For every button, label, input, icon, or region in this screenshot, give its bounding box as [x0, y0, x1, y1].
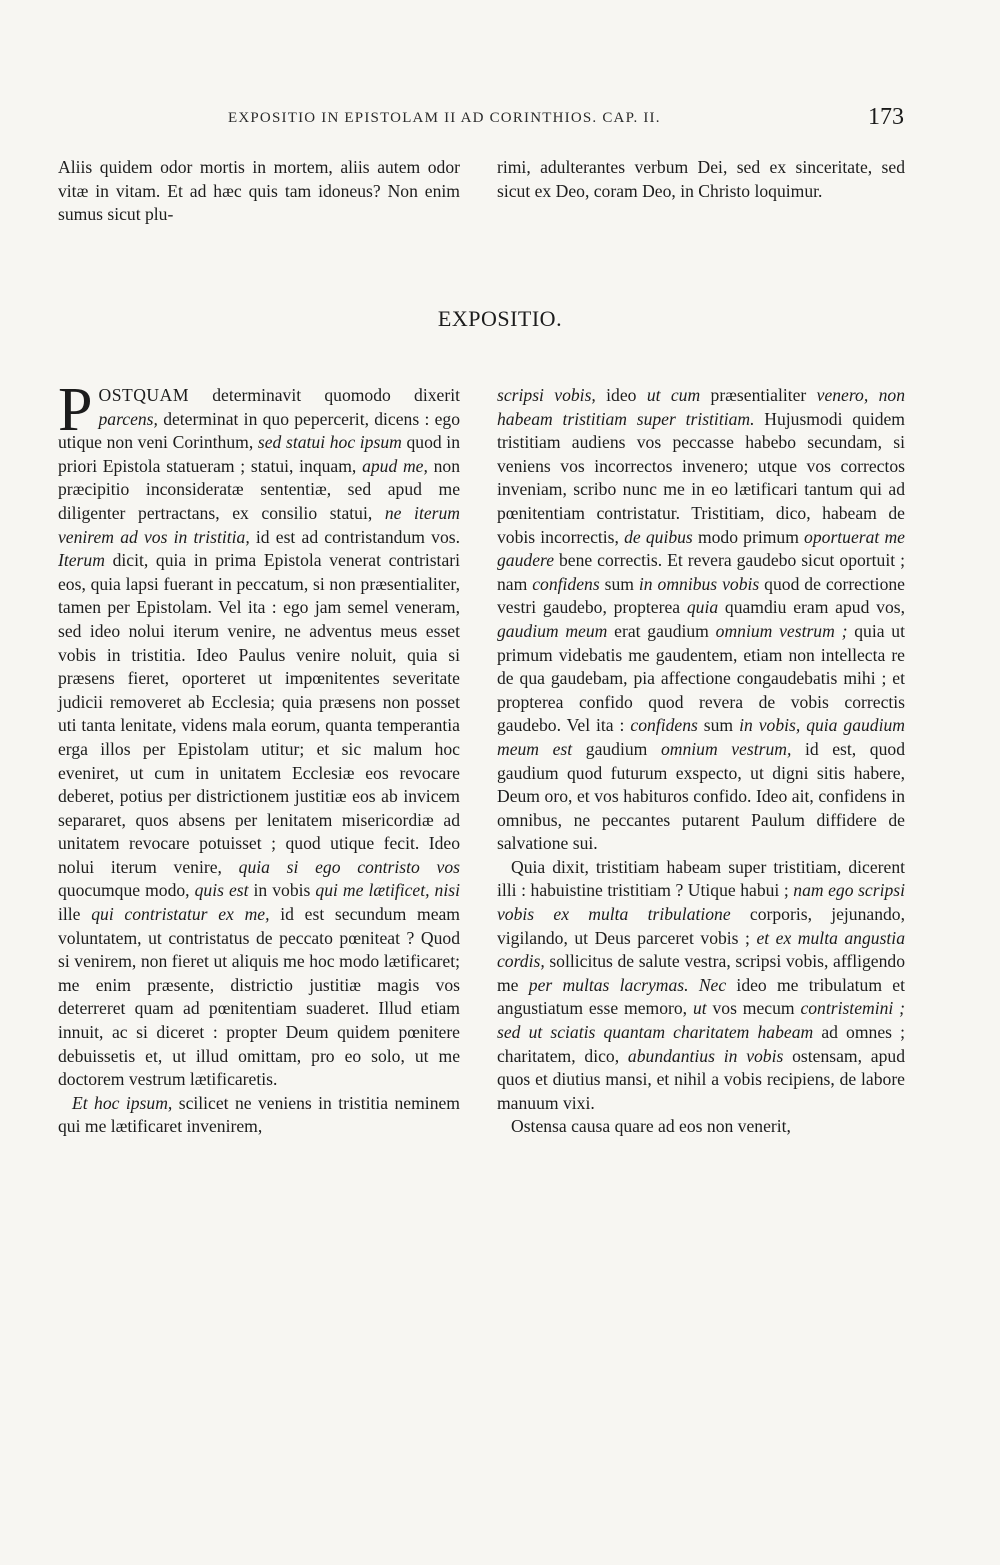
left-column: [58, 376, 461, 1139]
right-column: [497, 384, 905, 1139]
paragraph: Aliis quidem odor mortis in mortem, aliis autem odor vitæ in vitam. Et ad hæc quis tam idoneus? Non enim sumus sicut plu-: [58, 157, 460, 225]
running-head: [0, 104, 1000, 140]
text-top-left: [58, 156, 460, 227]
running-title: EXPOSITIO IN EPISTOLAM II AD CORINTHIOS. CAP. II.: [228, 110, 661, 126]
text-top-right: [497, 156, 905, 203]
small-caps-word: OSTQUAM: [98, 385, 189, 405]
paragraph-2: Et hoc ipsum, scilicet ne veniens in tristitia neminem qui me lætificaret invenirem,: [58, 1092, 460, 1137]
paragraph-1: POSTQUAM determinavit quomodo dixerit parcens, determinat in quo pepercerit, dicens : ego utique non veni Corinthum, sed statui hoc ipsum quod in priori Epistola statueram ; statui, inquam, apud me, non præcipitio inconsideratæ sententiæ, sed apud me diligenter pertractans, ex consilio statui, ne iterum venirem ad vos in tristitia, id est ad contristandum vos. Iterum dicit, quia in prima Epistola venerat contristari eos, quia lapsi fuerant in peccatum, si non præsentialiter, tamen per Epistolam. Vel ita : ego jam semel veneram, sed ideo nolui iterum venire, ne adventus meus esset vobis in tristitia. Ideo Paulus venire noluit, quia si præsens fieret, oporteret ut impœnitentes severitate judicii removeret ab Ecclesia; quia præsens non posset uti tanta lenitate, videns mala eorum, quanta temperantia erga illos per Epistolam utitur; et sic malum hoc eveniret, ut cum in unitatem Ecclesiæ eos revocare deberet, potius per districtionem justitiæ eos ab invicem separaret, quos absens per lenitatem misericordiæ ad unitatem revocare potuisset ; quod utique fecit. Ideo nolui iterum venire, quia si ego contristo vos quocumque modo, quis est in vobis qui me lætificet, nisi ille qui contristatur ex me, id est secundum meam voluntatem, ut contristatus de peccato pœniteat ? Quod si venirem, non fieret ut aliquis me hoc modo lætificaret; me enim præsente, districtio justitiæ magis vos deterreret quam ad pœnitentiam suaderet. Illud etiam innuit, ac si diceret : propter Deum quidem pœnitere debuissetis et, ut illud omittam, pro eo solo, ut me doctorem vestrum lætificaretis.: [58, 376, 461, 1090]
paragraph: rimi, adulterantes verbum Dei, sed ex sinceritate, sed sicut ex Deo, coram Deo, in Christo loquimur.: [497, 157, 905, 201]
section-title: EXPOSITIO.: [437, 306, 563, 331]
drop-cap: P: [58, 376, 93, 444]
page-number: 173: [868, 104, 904, 130]
paragraph-1: scripsi vobis, ideo ut cum præsentialiter venero, non habeam tristitiam super tristitiam. Hujusmodi quidem tristitiam audiens vos peccasse habebo secundam, si veniens vos incorrectos invenero; utque vos correctos inveniam, scribo nunc me in eo lætificari tantum qui ad pœnitentiam contristatur. Tristitiam, dico, habeam de vobis incorrectis, de quibus modo primum oportuerat me gaudere bene correctis. Et revera gaudebo sicut oportuit ; nam confidens sum in omnibus vobis quod de correctione vestri gaudebo, propterea quia quamdiu eram apud vos, gaudium meum erat gaudium omnium vestrum ; quia ut primum videbatis me gaudentem, etiam non intellecta re de qua gaudebam, pia affectione congaudebatis mihi ; et propterea confido quod revera de vobis correctis gaudebo. Vel ita : confidens sum in vobis, quia gaudium meum est gaudium omnium vestrum, id est, quod gaudium quod futurum exspecto, ut digni sitis habere, Deum oro, et vos habituros confido. Ideo ait, confidens in omnibus, ne peccantes putarent Paulum diffidere de salvatione sui.: [497, 385, 905, 854]
paragraph-2: Quia dixit, tristitiam habeam super tristitiam, dicerent illi : habuistine tristitiam ? Utique habui ; nam ego scripsi vobis ex multa tribulatione corporis, jejunando, vigilando, ut Deus parceret vobis ; et ex multa angustia cordis, sollicitus de salute vestra, scripsi vobis, affligendo me per multas lacrymas. Nec ideo me tribulatum et angustiatum esse memoro, ut vos mecum contristemini ; sed ut sciatis quantam charitatem habeam ad omnes ; charitatem, dico, abundantius in vobis ostensam, apud quos et diutius mansi, et nihil a vobis recipiens, de labore manuum vixi.: [497, 856, 906, 1113]
paragraph-3: Ostensa causa quare ad eos non venerit,: [511, 1116, 791, 1137]
